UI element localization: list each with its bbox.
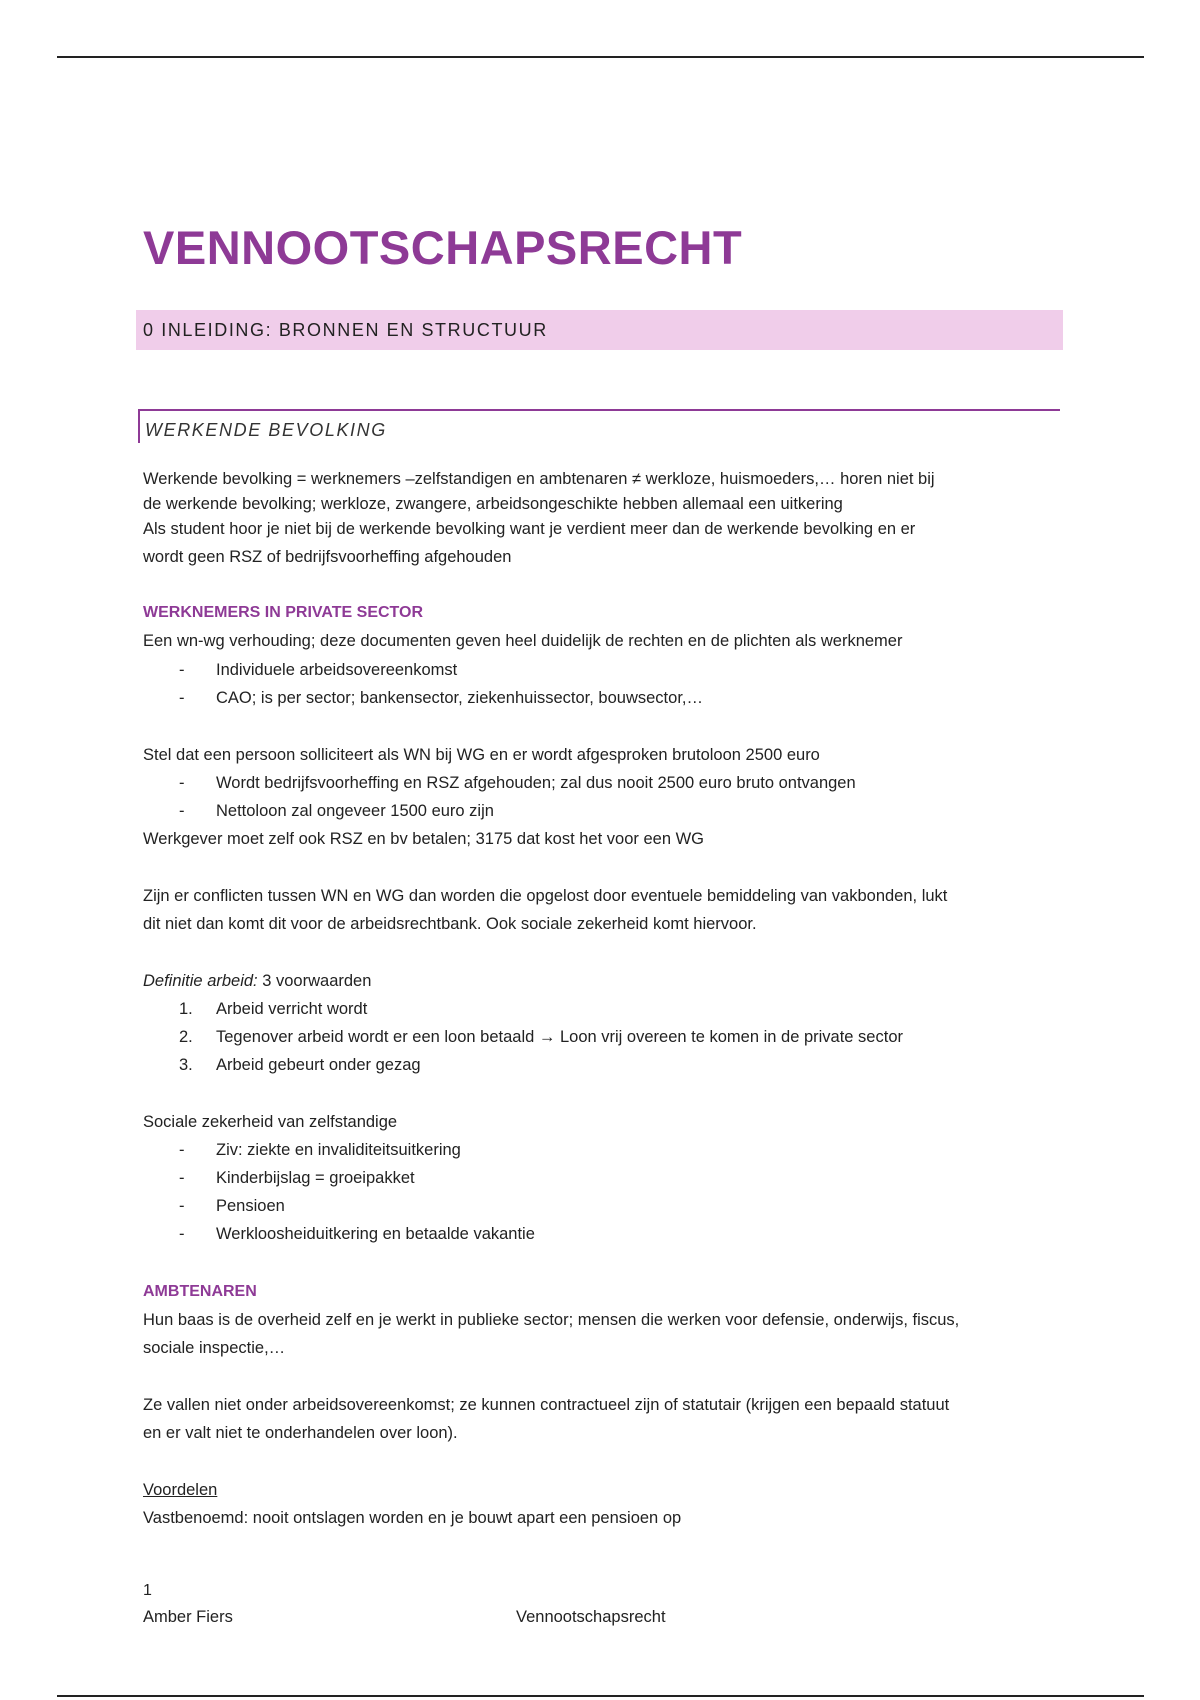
- private-intro: Een wn-wg verhouding; deze documenten geven heel duidelijk de rechten en de plichten als werknemer: [143, 632, 903, 650]
- example-intro: Stel dat een persoon solliciteert als WN bij WG en er wordt afgesproken brutoloon 2500 euro: [143, 746, 820, 764]
- bullet-marker: -: [179, 1197, 185, 1215]
- list-number: 2.: [179, 1028, 193, 1046]
- header-rule: [57, 56, 1144, 58]
- conflicts-line: dit niet dan komt dit voor de arbeidsrechtbank. Ook sociale zekerheid komt hiervoor.: [143, 915, 757, 933]
- heading-1-band: [136, 310, 1063, 350]
- bullet-marker: -: [179, 661, 185, 679]
- list-number: 3.: [179, 1056, 193, 1074]
- heading-private-sector: WERKNEMERS IN PRIVATE SECTOR: [143, 604, 424, 621]
- list-item: Arbeid verricht wordt: [216, 1000, 368, 1018]
- bullet-marker: -: [179, 1141, 185, 1159]
- bullet-item: Werkloosheiduitkering en betaalde vakantie: [216, 1225, 535, 1243]
- bullet-item: Wordt bedrijfsvoorheffing en RSZ afgehouden; zal dus nooit 2500 euro bruto ontvangen: [216, 774, 856, 792]
- intro-line: Werkende bevolking = werknemers –zelfstandigen en ambtenaren ≠ werkloze, huismoeders,… horen niet bij: [143, 470, 935, 488]
- bullet-item: Ziv: ziekte en invaliditeitsuitkering: [216, 1141, 461, 1159]
- list-number: 1.: [179, 1000, 193, 1018]
- bullet-marker: -: [179, 802, 185, 820]
- heading-2: WERKENDE BEVOLKING: [145, 420, 387, 440]
- heading-2-box: [138, 409, 1060, 443]
- bullet-item: Nettoloon zal ongeveer 1500 euro zijn: [216, 802, 494, 820]
- advantages-label: Voordelen: [143, 1481, 218, 1499]
- advantages-text: Vastbenoemd: nooit ontslagen worden en je bouwt apart een pensioen op: [143, 1509, 682, 1527]
- bullet-marker: -: [179, 689, 185, 707]
- intro-line: wordt geen RSZ of bedrijfsvoorheffing afgehouden: [143, 548, 512, 566]
- civil-para2-line: Ze vallen niet onder arbeidsovereenkomst; ze kunnen contractueel zijn of statutair (krijgen een bepaald statuut: [143, 1396, 950, 1414]
- intro-line: Als student hoor je niet bij de werkende bevolking want je verdient meer dan de werkende bevolking en er: [143, 520, 916, 538]
- bullet-item: Kinderbijslag = groeipakket: [216, 1169, 415, 1187]
- list-item: Tegenover arbeid wordt er een loon betaald → Loon vrij overeen te komen in de private sector: [216, 1028, 903, 1046]
- list-item: Arbeid gebeurt onder gezag: [216, 1056, 421, 1074]
- civil-para2-line: en er valt niet te onderhandelen over loon).: [143, 1424, 458, 1442]
- footer-author: Amber Fiers: [143, 1608, 233, 1626]
- bullet-marker: -: [179, 1169, 185, 1187]
- bullet-item: Individuele arbeidsovereenkomst: [216, 661, 458, 679]
- bullet-marker: -: [179, 1225, 185, 1243]
- definition-label: Definitie arbeid:: [143, 972, 258, 990]
- definition-line: [143, 971, 371, 991]
- bullet-marker: -: [179, 774, 185, 792]
- social-intro: Sociale zekerheid van zelfstandige: [143, 1113, 398, 1131]
- document-title: VENNOOTSCHAPSRECHT: [143, 221, 743, 274]
- intro-line: de werkende bevolking; werkloze, zwangere, arbeidsongeschikte hebben allemaal een uitkering: [143, 495, 843, 513]
- bullet-item: Pensioen: [216, 1197, 285, 1215]
- heading-1: 0 INLEIDING: BRONNEN EN STRUCTUUR: [143, 320, 548, 340]
- page-number: 1: [143, 1582, 152, 1599]
- footer-rule: [57, 1695, 1144, 1697]
- heading-civil-servants: AMBTENAREN: [143, 1283, 257, 1300]
- footer-doc-title: Vennootschapsrecht: [516, 1608, 666, 1626]
- definition-rest: 3 voorwaarden: [257, 972, 372, 990]
- example-outro: Werkgever moet zelf ook RSZ en bv betalen; 3175 dat kost het voor een WG: [143, 830, 704, 848]
- bullet-item: CAO; is per sector; bankensector, ziekenhuissector, bouwsector,…: [216, 689, 703, 707]
- civil-para1-line: sociale inspectie,…: [143, 1339, 286, 1357]
- conflicts-line: Zijn er conflicten tussen WN en WG dan worden die opgelost door eventuele bemiddeling van vakbonden, lukt: [143, 887, 948, 905]
- civil-para1-line: Hun baas is de overheid zelf en je werkt in publieke sector; mensen die werken voor defensie, onderwijs, fiscus,: [143, 1311, 960, 1329]
